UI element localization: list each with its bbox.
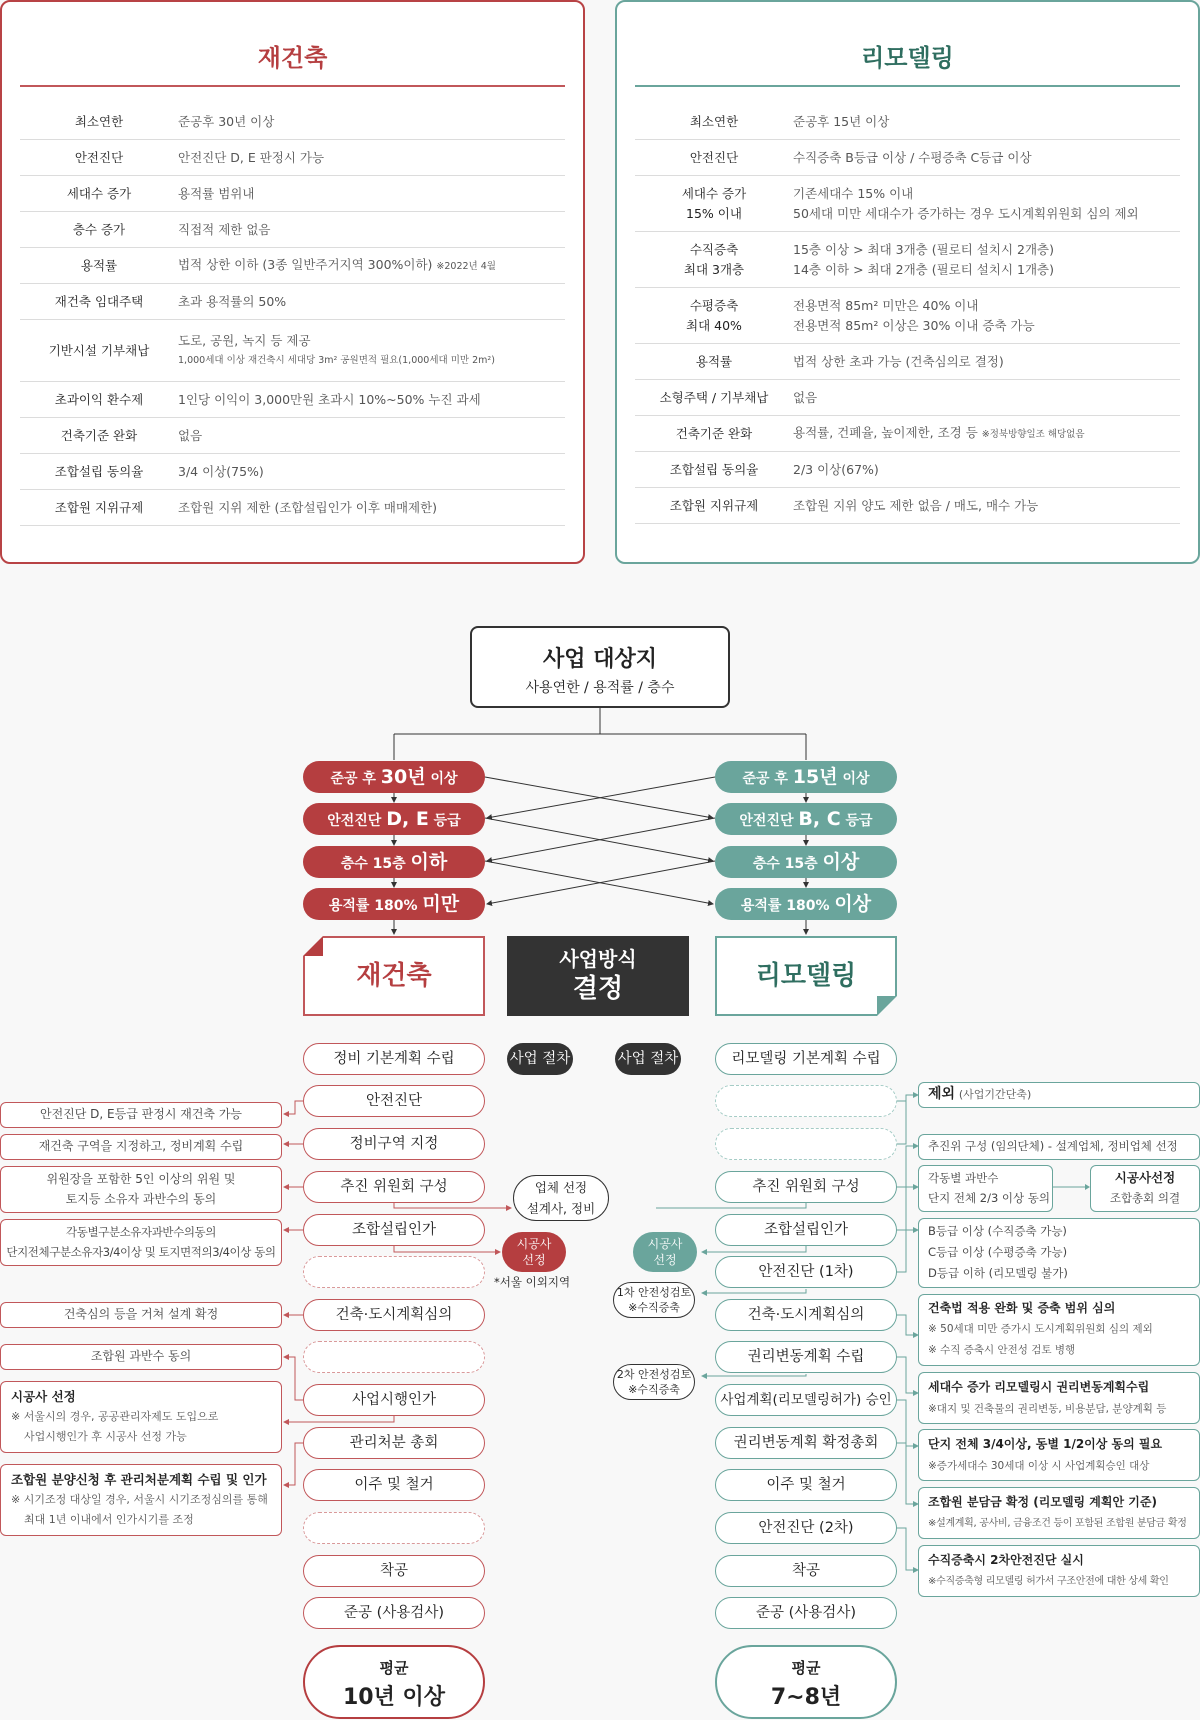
connector	[896, 1095, 906, 1144]
row-value: 준공후 15년 이상	[793, 113, 890, 129]
row-value: 초과 용적률의 50%	[178, 293, 287, 309]
note-redevelop: 건축심의 등을 거쳐 설계 확정	[0, 1302, 282, 1328]
row-value: 1인당 이익이 3,000만원 초과시 10%~50% 누진 과세	[178, 391, 481, 407]
note-redevelop: 조합원 과반수 동의	[0, 1344, 282, 1370]
criterion-remodel: 준공 후 15년 이상	[715, 761, 897, 793]
step-placeholder	[303, 1341, 485, 1373]
row-value: 조합원 지위 제한 (조합설립인가 이후 매매제한)	[178, 499, 438, 515]
step-redevelop: 준공 (사용검사)	[303, 1597, 485, 1629]
row-label: 용적률	[695, 353, 733, 369]
folded-corner	[303, 936, 323, 956]
comparison-table	[635, 104, 1180, 524]
row-value: 기존세대수 15% 이내	[793, 185, 914, 201]
step-remodel: 준공 (사용검사)	[715, 1597, 897, 1629]
step-placeholder	[715, 1085, 897, 1117]
row-label: 조합설립 동의율	[669, 461, 759, 477]
step-redevelop: 건축·도시계획심의	[303, 1299, 485, 1331]
safety-review-1: 1차 안전성검토 ※수직증축	[613, 1282, 695, 1318]
note-remodel: 건축법 적용 완화 및 증축 범위 심의 ※ 50세대 미만 증가시 도시계획위원회 심의 제외 ※ 수직 증축시 안전성 검토 병행	[918, 1294, 1200, 1366]
step-redevelop: 추진 위원회 구성	[303, 1171, 485, 1203]
step-remodel: 건축·도시계획심의	[715, 1299, 897, 1331]
connector	[896, 1146, 918, 1187]
contractor-note: *서울 이외지역	[494, 1275, 571, 1289]
table-row	[635, 176, 1180, 232]
connector	[702, 1246, 806, 1252]
connector	[702, 1374, 806, 1376]
step-remodel: 권리변동계획 수립	[715, 1341, 897, 1373]
step-redevelop: 조합설립인가	[303, 1214, 485, 1246]
row-label: 수직증축	[689, 241, 739, 257]
row-note: ※정북방향일조 해당없음	[981, 428, 1085, 440]
connector	[896, 1357, 918, 1393]
row-value: 수직증축 B등급 이상 / 수평증축 C등급 이상	[793, 149, 1032, 165]
step-remodel: 추진 위원회 구성	[715, 1171, 897, 1203]
connector	[485, 777, 713, 818]
row-label: 수평증축	[689, 297, 739, 313]
connector	[896, 1187, 918, 1230]
step-remodel: 조합설립인가	[715, 1214, 897, 1246]
procedure-label: 사업 절차	[507, 1043, 573, 1075]
procedure-label: 사업 절차	[615, 1043, 681, 1075]
row-label: 초과이익 환수제	[54, 391, 144, 407]
redevelop-box: 재건축	[303, 936, 485, 1016]
step-remodel: 안전진단 (2차)	[715, 1512, 897, 1544]
divider	[20, 85, 565, 87]
row-note: ※2022년 4월	[436, 260, 496, 272]
note-redevelop: 안전진단 D, E등급 판정시 재건축 가능	[0, 1102, 282, 1128]
row-value: 3/4 이상(75%)	[178, 463, 264, 479]
table-row	[635, 380, 1180, 416]
row-label: 소형주택 / 기부채납	[659, 389, 769, 405]
row-label: 안전진단	[74, 149, 124, 165]
decision-box: 사업방식 결정	[507, 936, 689, 1016]
row-value: 없음	[178, 427, 203, 443]
row-value: 준공후 30년 이상	[178, 113, 275, 129]
row-label: 층수 증가	[72, 221, 126, 237]
connector	[284, 1101, 303, 1114]
project-site-box	[470, 626, 730, 708]
arrow-icon	[1053, 1182, 1091, 1192]
connector	[284, 1416, 394, 1422]
step-placeholder	[715, 1128, 897, 1160]
note-redevelop: 재건축 구역을 지정하고, 정비계획 수립	[0, 1134, 282, 1160]
table-row	[635, 344, 1180, 380]
average-duration-remodel: 평균 7~8년	[715, 1645, 897, 1719]
remodeling-card	[615, 0, 1200, 564]
step-remodel: 사업계획(리모델링허가) 승인	[715, 1384, 897, 1416]
row-value: 직접적 제한 없음	[178, 221, 271, 237]
criterion-redevelop: 준공 후 30년 이상	[303, 761, 485, 793]
table-row	[635, 232, 1180, 288]
criterion-remodel: 안전진단 B, C 등급	[715, 803, 897, 835]
row-label: 기반시설 기부채납	[48, 342, 150, 358]
project-site-subtitle: 사용연한 / 용적률 / 층수	[525, 680, 675, 696]
note-redevelop: 위원장을 포함한 5인 이상의 위원 및 토지등 소유자 과반수의 동의	[0, 1166, 282, 1213]
connector	[394, 708, 806, 760]
row-label: 안전진단	[689, 149, 739, 165]
row-label: 최소연한	[689, 113, 739, 129]
step-redevelop: 사업시행인가	[303, 1384, 485, 1416]
connector	[394, 1246, 500, 1252]
table-row	[635, 288, 1180, 344]
criterion-remodel: 층수 15층 이상	[715, 846, 897, 878]
row-label: 최소연한	[74, 113, 124, 129]
row-value: 조합원 지위 양도 제한 없음 / 매도, 매수 가능	[793, 497, 1039, 513]
note-remodel: B등급 이상 (수직증축 가능) C등급 이상 (수평증축 가능) D등급 이하 (리모델링 불가)	[918, 1218, 1200, 1288]
table-row	[20, 320, 565, 382]
card-title: 리모델링	[861, 44, 954, 72]
step-redevelop: 이주 및 철거	[303, 1469, 485, 1501]
teal-contractor-selection: 시공사 선정	[633, 1232, 697, 1272]
criterion-remodel: 용적률 180% 이상	[715, 888, 897, 920]
project-site-title: 사업 대상지	[543, 647, 657, 672]
note-redevelop: 시공사 선정 ※ 서울시의 경우, 공공관리자제도 도입으로 사업시행인가 후 시공사 선정 가능	[0, 1381, 282, 1453]
row-label: 세대수 증가	[681, 185, 747, 201]
card-title: 재건축	[257, 44, 328, 72]
note-remodel: 추진위 구성 (임의단체) - 설계업체, 정비업체 선정	[918, 1134, 1200, 1160]
row-label: 조합설립 동의율	[54, 463, 144, 479]
step-redevelop: 안전진단	[303, 1085, 485, 1117]
redevelopment-card	[0, 0, 585, 564]
row-label: 조합원 지위규제	[54, 499, 144, 515]
note-remodel: 각동별 과반수 단지 전체 2/3 이상 동의	[918, 1165, 1053, 1212]
step-remodel: 권리변동계획 확정총회	[715, 1427, 897, 1459]
table-row	[635, 416, 1180, 452]
criterion-redevelop: 안전진단 D, E 등급	[303, 803, 485, 835]
row-value: 없음	[793, 389, 818, 405]
connector	[284, 1357, 303, 1400]
table-row	[635, 452, 1180, 488]
folded-corner	[877, 996, 897, 1016]
note-remodel: 조합원 분담금 확정 (리모델링 계획안 기준) ※설계계획, 공사비, 금융조건 등이 포함된 조합원 분담금 확정	[918, 1487, 1200, 1539]
table-row	[20, 212, 565, 248]
connector	[896, 1095, 918, 1101]
row-label: 세대수 증가	[66, 185, 132, 201]
contractor-selection-note: 시공사선정 조합총회 의결	[1090, 1165, 1200, 1212]
step-remodel: 이주 및 철거	[715, 1469, 897, 1501]
criterion-redevelop: 용적률 180% 미만	[303, 888, 485, 920]
connector	[702, 1289, 806, 1293]
connector	[487, 861, 715, 904]
table-row	[20, 490, 565, 526]
connector	[896, 1528, 918, 1570]
row-value: 도로, 공원, 녹지 등 제공	[178, 332, 311, 348]
step-remodel: 안전진단 (1차)	[715, 1256, 897, 1288]
step-placeholder	[303, 1512, 485, 1544]
table-row	[20, 104, 565, 140]
remodel-box: 리모델링	[715, 936, 897, 1016]
criterion-redevelop: 층수 15층 이하	[303, 846, 485, 878]
step-redevelop: 착공	[303, 1555, 485, 1587]
step-remodel: 리모델링 기본계획 수립	[715, 1043, 897, 1075]
row-label-2: 최대 40%	[686, 317, 742, 333]
note-redevelop: 조합원 분양신청 후 관리처분계획 수립 및 인가 ※ 시기조정 대상일 경우, 서울시 시기조정심의를 통해 최대 1년 이내에서 인가시기를 조정	[0, 1464, 282, 1536]
row-label: 조합원 지위규제	[669, 497, 759, 513]
row-value-detail: 1,000세대 이상 재건축시 세대당 3m² 공원면적 필요(1,000세대 미만 2m²)	[178, 354, 495, 366]
connector	[656, 1203, 806, 1208]
table-row	[635, 104, 1180, 140]
step-redevelop: 관리처분 총회	[303, 1427, 485, 1459]
table-row	[20, 454, 565, 490]
row-value: 법적 상한 초과 가능 (건축심의로 결정)	[793, 353, 1004, 369]
connector	[284, 1443, 303, 1485]
row-label: 건축기준 완화	[60, 427, 138, 443]
row-value: 전용면적 85m² 미만은 40% 이내	[793, 297, 979, 313]
average-duration-redevelop: 평균 10년 이상	[303, 1645, 485, 1719]
step-remodel: 착공	[715, 1555, 897, 1587]
table-row	[20, 284, 565, 320]
row-value-2: 14층 이하 > 최대 2개층 (필로티 설치시 1개층)	[793, 261, 1054, 277]
note-remodel: 단지 전체 3/4이상, 동별 1/2이상 동의 필요 ※증가세대수 30세대 이상 시 사업계획승인 대상	[918, 1429, 1200, 1481]
row-value: 15층 이상 > 최대 3개층 (필로티 설치시 2개층)	[793, 241, 1054, 257]
connector	[487, 818, 715, 861]
connector	[394, 1203, 511, 1208]
vendor-selection: 업체 선정 설계사, 정비	[513, 1175, 609, 1221]
row-value-2: 전용면적 85m² 이상은 30% 이내 증축 가능	[793, 317, 1035, 333]
table-row	[20, 140, 565, 176]
connector	[487, 777, 715, 818]
connector	[485, 818, 713, 861]
row-value: 안전진단 D, E 판정시 가능	[178, 149, 325, 165]
row-label: 건축기준 완화	[675, 425, 753, 441]
connector	[896, 1400, 918, 1446]
row-value: 용적률 범위내	[178, 185, 255, 201]
table-row	[20, 382, 565, 418]
connector	[485, 861, 713, 904]
safety-review-2: 2차 안전성검토 ※수직증축	[613, 1364, 695, 1400]
note-remodel: 제외 (사업기간단축)	[918, 1082, 1200, 1108]
red-contractor-selection: 시공사 선정	[502, 1232, 566, 1272]
row-value: 용적률, 건폐율, 높이제한, 조경 등	[793, 424, 978, 440]
step-redevelop: 정비 기본계획 수립	[303, 1043, 485, 1075]
row-label: 용적률	[80, 257, 118, 273]
table-row	[20, 248, 565, 284]
connector	[896, 1443, 918, 1504]
row-label: 재건축 임대주택	[54, 293, 144, 309]
table-row	[635, 488, 1180, 524]
step-placeholder	[303, 1256, 485, 1288]
row-label-2: 최대 3개층	[683, 261, 745, 277]
table-row	[635, 140, 1180, 176]
note-remodel: 세대수 증가 리모델링시 권리변동계획수립 ※대지 및 건축물의 권리변동, 비용분담, 분양계획 등	[918, 1372, 1200, 1424]
row-value: 2/3 이상(67%)	[793, 461, 879, 477]
row-label-2: 15% 이내	[686, 205, 742, 221]
row-value: 법적 상한 이하 (3종 일반주거지역 300%이하)	[178, 256, 433, 272]
connector	[896, 1315, 918, 1335]
row-value-2: 50세대 미만 세대수가 증가하는 경우 도시계획위원회 심의 제외	[793, 205, 1139, 221]
table-row	[20, 176, 565, 212]
connector	[896, 1230, 918, 1272]
table-row	[20, 418, 565, 454]
divider	[635, 85, 1180, 87]
step-redevelop: 정비구역 지정	[303, 1128, 485, 1160]
note-redevelop: 각동별구분소유자과반수의동의 단지전체구분소유자3/4이상 및 토지면적의3/4이상 동의	[0, 1219, 282, 1266]
comparison-table	[20, 104, 565, 526]
note-remodel: 수직증축시 2차안전진단 실시 ※수직증축형 리모델링 허가서 구조안전에 대한 상세 확인	[918, 1545, 1200, 1597]
